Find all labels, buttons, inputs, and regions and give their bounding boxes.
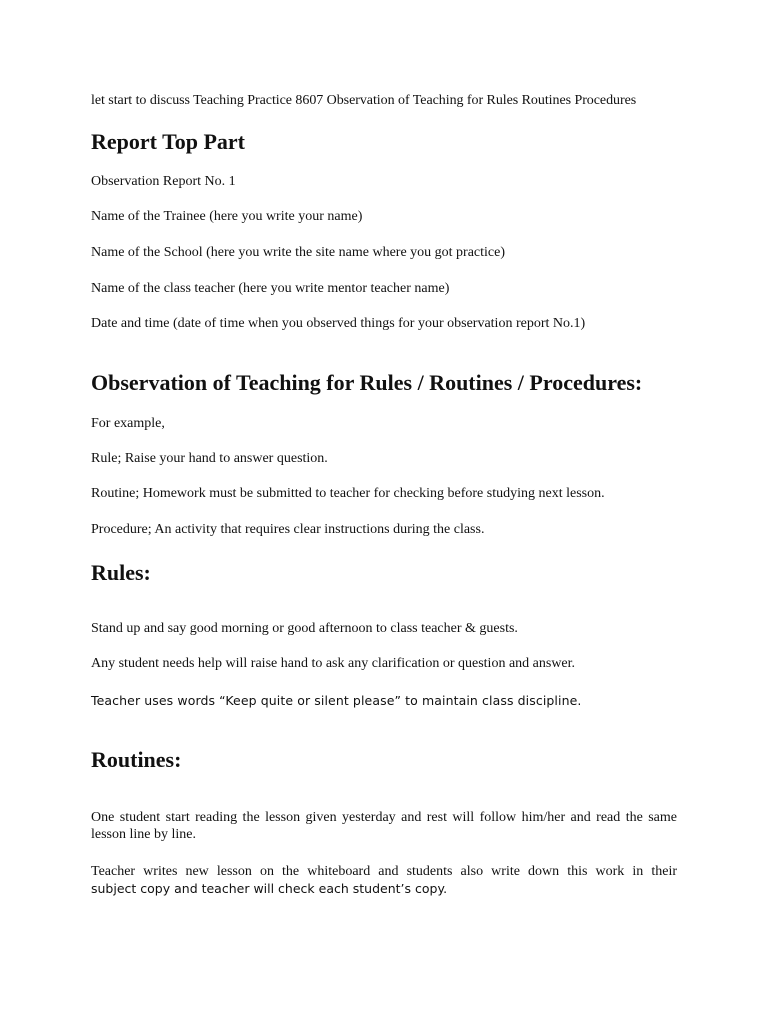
routines-paragraph-whiteboard [91,863,677,897]
routines-heading: Routines: [91,747,182,772]
report-line-date-time: Date and time (date of time when you observed things for your observation report No.1) [91,316,586,331]
rules-line-greeting: Stand up and say good morning or good afternoon to class teacher & guests. [91,621,518,636]
report-line-class-teacher: Name of the class teacher (here you write mentor teacher name) [91,281,450,296]
rules-heading: Rules: [91,560,151,585]
routines-paragraph-reading: One student start reading the lesson given yesterday and rest will follow him/her and read the same lesson line by line. [91,810,677,842]
observation-line-rule: Rule; Raise your hand to answer question. [91,451,328,466]
report-top-heading: Report Top Part [91,129,245,154]
rules-line-raise-hand: Any student needs help will raise hand to ask any clarification or question and answer. [91,656,576,671]
observation-heading: Observation of Teaching for Rules / Routines / Procedures: [91,370,643,395]
routines-paragraph-whiteboard-line2: subject copy and teacher will check each student’s copy. [91,881,448,896]
report-line-school: Name of the School (here you write the site name where you got practice) [91,245,506,260]
report-line-trainee: Name of the Trainee (here you write your name) [91,209,363,224]
rules-line-discipline: Teacher uses words “Keep quite or silent please” to maintain class discipline. [91,693,582,708]
observation-line-example: For example, [91,416,165,431]
report-line-observation-no: Observation Report No. 1 [91,174,236,189]
observation-line-routine: Routine; Homework must be submitted to teacher for checking before studying next lesson. [91,486,605,501]
observation-line-procedure: Procedure; An activity that requires clear instructions during the class. [91,522,485,537]
intro-text: let start to discuss Teaching Practice 8607 Observation of Teaching for Rules Routines Procedures [91,93,637,108]
routines-paragraph-whiteboard-line1: Teacher writes new lesson on the whiteboard and students also write down this work in their [91,864,677,879]
